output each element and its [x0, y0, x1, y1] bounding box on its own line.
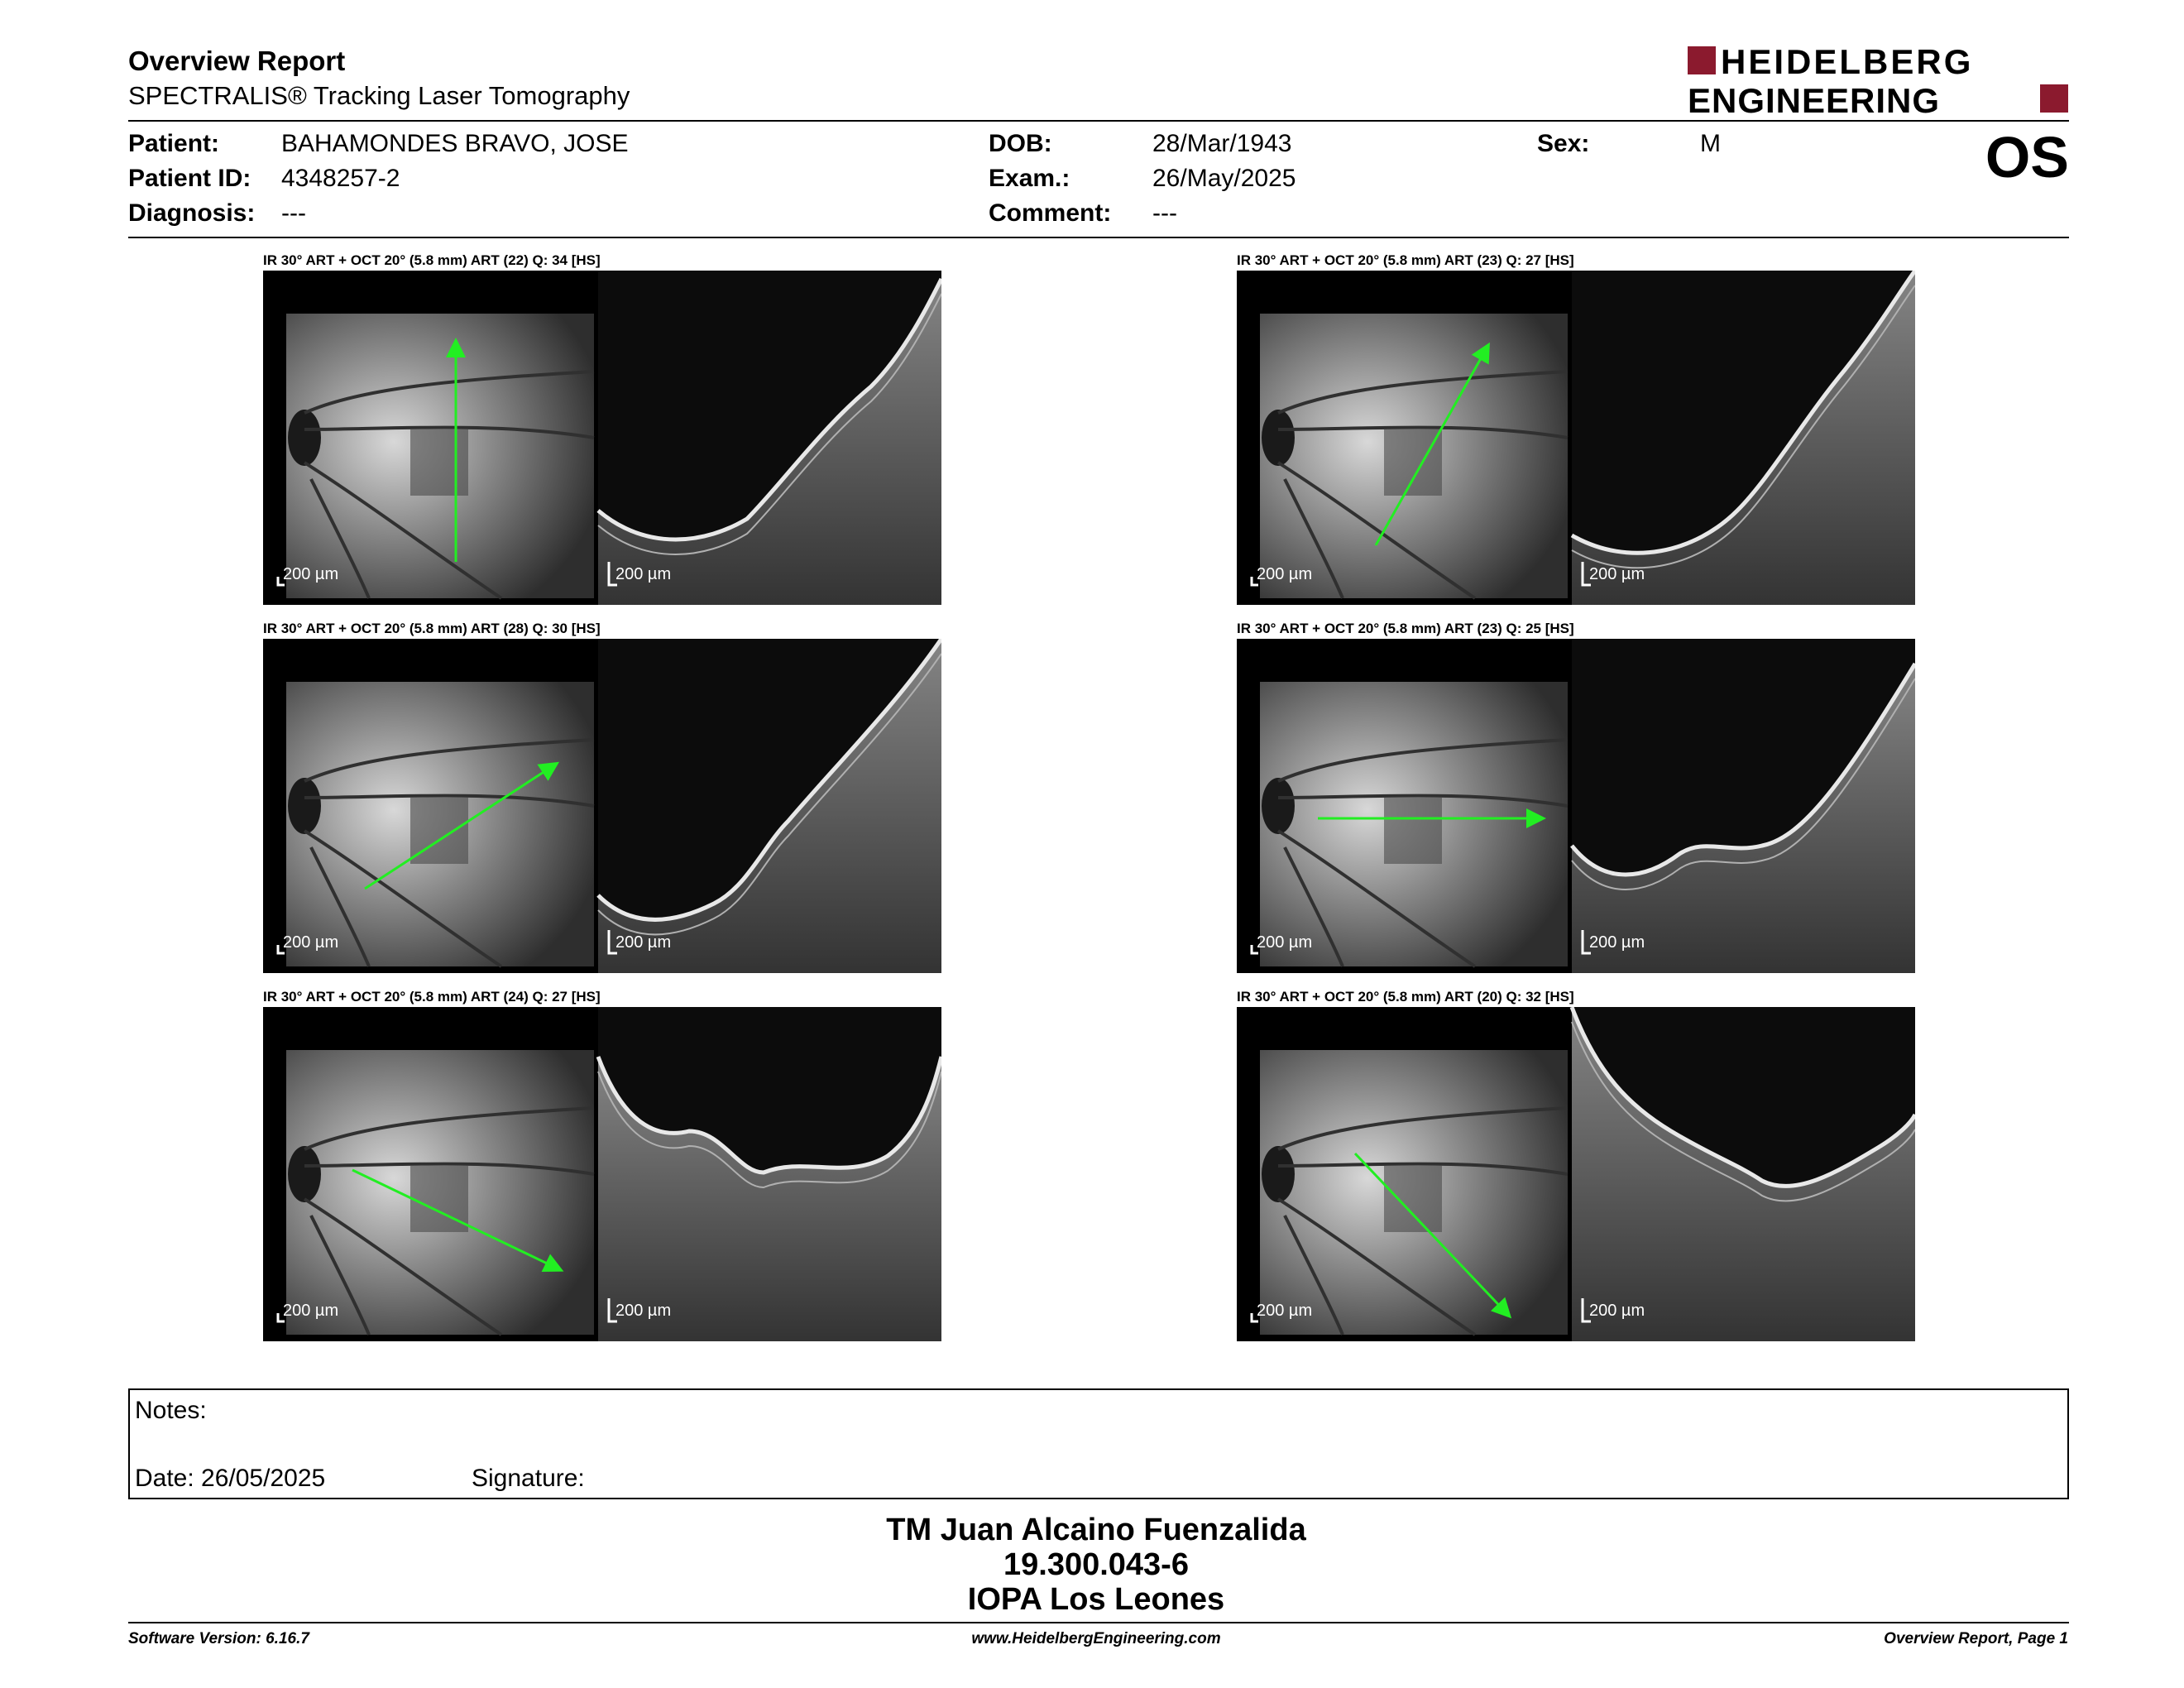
scan-caption: IR 30° ART + OCT 20° (5.8 mm) ART (23) Q: 27 [HS] [1237, 252, 1574, 268]
ir-scale-label: 200 µm [283, 1302, 339, 1320]
ir-fundus-image [1260, 1050, 1568, 1335]
scan-panel [263, 989, 941, 1345]
diagnosis-value: --- [281, 199, 306, 227]
scan-images [1237, 271, 1915, 605]
ir-scale-label: 200 µm [283, 565, 339, 583]
logo-line2: ENGINEERING [1688, 81, 1941, 117]
logo-line1: HEIDELBERG [1721, 43, 1974, 81]
ir-fundus-image [1260, 682, 1568, 966]
scan-caption: IR 30° ART + OCT 20° (5.8 mm) ART (20) Q: 32 [HS] [1237, 989, 1574, 1005]
diagnosis-label: Diagnosis: [128, 199, 256, 227]
patient-id: 4348257-2 [281, 165, 400, 192]
scan-panel [1237, 252, 1915, 608]
sex-value: M [1700, 130, 1721, 157]
exam-label: Exam.: [989, 165, 1070, 192]
scan-caption: IR 30° ART + OCT 20° (5.8 mm) ART (24) Q: 27 [HS] [263, 989, 601, 1005]
oct-bscan-image [1572, 639, 1915, 973]
eye-indicator: OS [1985, 125, 2069, 189]
stamp-id: 19.300.043-6 [1003, 1547, 1189, 1582]
patient-name: BAHAMONDES BRAVO, JOSE [281, 130, 629, 157]
report-title: Overview Report [128, 46, 346, 76]
oct-scale-label: 200 µm [1589, 565, 1645, 583]
notes-label: Notes: [135, 1397, 207, 1424]
comment-value: --- [1152, 199, 1177, 227]
dob-value: 28/Mar/1943 [1152, 130, 1292, 157]
scan-caption: IR 30° ART + OCT 20° (5.8 mm) ART (28) Q: 30 [HS] [263, 621, 601, 636]
website-link[interactable]: www.HeidelbergEngineering.com [971, 1630, 1221, 1647]
oct-bscan-image [1572, 271, 1915, 605]
scan-caption: IR 30° ART + OCT 20° (5.8 mm) ART (22) Q: 34 [HS] [263, 252, 601, 268]
oct-scale-label: 200 µm [615, 1302, 672, 1320]
comment-label: Comment: [989, 199, 1112, 227]
oct-bscan-image [598, 271, 941, 605]
footer-divider [128, 1622, 2069, 1623]
ir-fundus-image [1260, 314, 1568, 598]
signature-label: Signature: [472, 1465, 585, 1492]
oct-bscan-image [598, 1007, 941, 1341]
oct-scale-label: 200 µm [615, 933, 672, 952]
scan-images [263, 1007, 941, 1341]
date-label: Date: 26/05/2025 [135, 1465, 326, 1492]
scan-panel [263, 252, 941, 608]
scan-caption: IR 30° ART + OCT 20° (5.8 mm) ART (23) Q: 25 [HS] [1237, 621, 1574, 636]
scan-images [1237, 639, 1915, 973]
patient-label: Patient: [128, 130, 220, 157]
ir-scale-label: 200 µm [1257, 1302, 1313, 1320]
notes-box [128, 1388, 2069, 1499]
stamp-clinic: IOPA Los Leones [967, 1582, 1225, 1617]
oct-bscan-image [598, 639, 941, 973]
software-version: Software Version: 6.16.7 [128, 1630, 309, 1647]
scan-images [1237, 1007, 1915, 1341]
report-subtitle: SPECTRALIS® Tracking Laser Tomography [128, 81, 630, 110]
ir-fundus-image [286, 314, 594, 598]
scan-panel [1237, 621, 1915, 976]
heidelberg-logo [1688, 43, 2068, 117]
ir-fundus-image [286, 682, 594, 966]
sex-label: Sex: [1537, 130, 1590, 157]
scan-panel [263, 621, 941, 976]
ir-scale-label: 200 µm [1257, 933, 1313, 952]
info-divider [128, 237, 2069, 238]
scan-panel [1237, 989, 1915, 1345]
ir-scale-label: 200 µm [283, 933, 339, 952]
oct-scale-label: 200 µm [615, 565, 672, 583]
stamp-name: TM Juan Alcaino Fuenzalida [886, 1513, 1306, 1547]
page-label: Overview Report, Page 1 [1884, 1630, 2068, 1647]
header-divider [128, 120, 2069, 122]
oct-bscan-image [1572, 1007, 1915, 1341]
ir-scale-label: 200 µm [1257, 565, 1313, 583]
oct-scale-label: 200 µm [1589, 933, 1645, 952]
ir-fundus-image [286, 1050, 594, 1335]
dob-label: DOB: [989, 130, 1052, 157]
exam-value: 26/May/2025 [1152, 165, 1296, 192]
scan-images [263, 639, 941, 973]
scan-images [263, 271, 941, 605]
oct-scale-label: 200 µm [1589, 1302, 1645, 1320]
patient-id-label: Patient ID: [128, 165, 251, 192]
